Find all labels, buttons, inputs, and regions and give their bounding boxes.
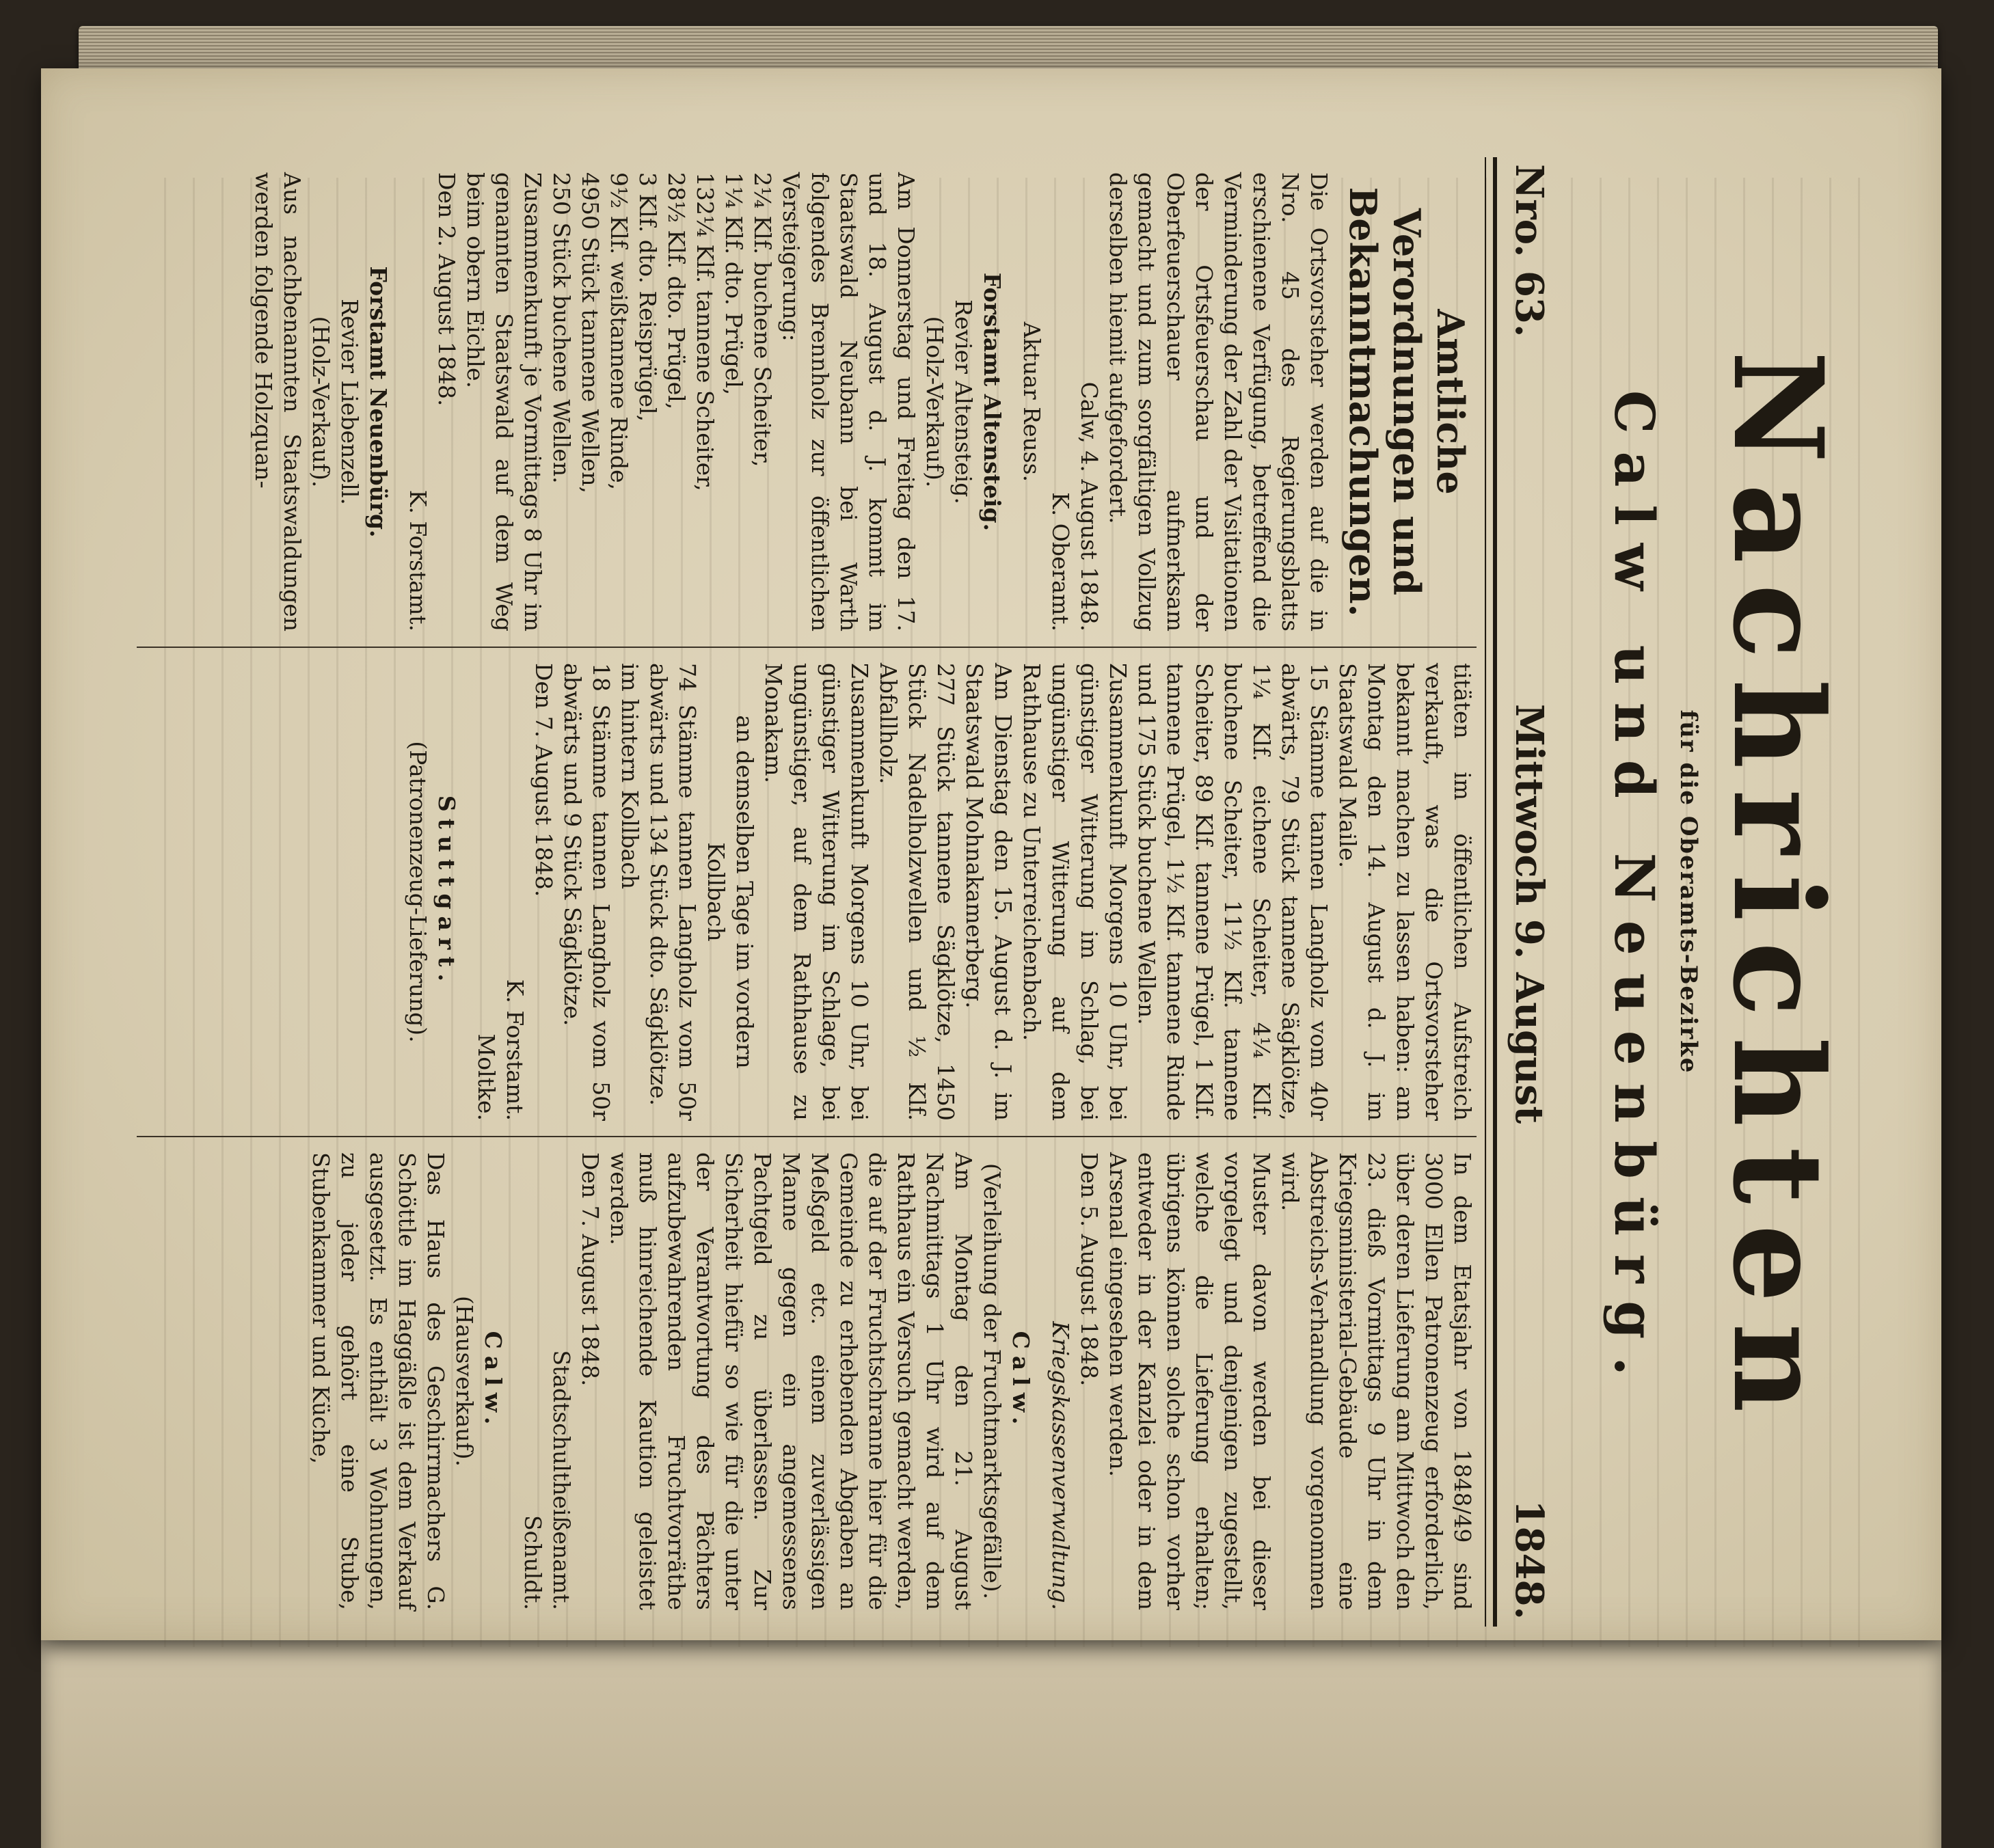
sign-name: Schuldt. [520,1514,546,1610]
paragraph: im hintern Kollbach [617,663,643,889]
sign-place: Calw, 4. August 1848. [1076,381,1103,631]
list-item: 1¼ Klf. dto. Prügel, [720,172,747,396]
list-item: 28½ Klf. dto. Prügel, [663,172,690,410]
list-item: 3 Klf. dto. Reisprügel, [634,172,661,422]
paragraph: Aus nachbenannten Staatswaldungen werden folgende Holzquan- [250,172,306,631]
paragraph: 15 Stämme tannen Langholz vom 40r abwärts, 79 Stück tannene Sägklötze, 1¼ Klf. eichene Scheiter, 4¼ Klf. buchene Scheiter, 11½ Klf. tannene Scheiter, 89 Klf. tannene Prügel, 1 Klf. tannene Prügel, 1½ Klf. tannene Rinde und 175 Stück buchene Wellen. [1133,663,1332,1121]
masthead-rule [1485,157,1497,1627]
masthead [1524,157,1850,1627]
issue-day: Mittwoch 9. August [1507,704,1552,1124]
sign-office: K. Oberamt. [1047,492,1074,631]
paragraph: Zusammenkunft je Vormittags 8 Uhr im genannten Staatswald auf dem Weg beim obern Eichle. [462,172,546,631]
paragraph: 18 Stämme tannen Langholz vom 50r abwärts und 9 Stück Sägklötze. [559,663,615,1121]
paragraph: an demselben Tage im vordern Kollbach [703,715,758,1069]
notice-kind: (Holz-Verkauf). [921,316,948,488]
notice-revier: Revier Altensteig. [950,299,977,504]
paragraph: Am Dienstag den 15. August d. J. im Staatswald Mohnakamerberg. [961,663,1016,1121]
paragraph: 277 Stück tannene Sägklötze, 1450 Stück Nadelholzwellen und ½ Klf. Abfallholz. [875,663,959,1121]
paragraph: Am Montag den 21. August Nachmittags 1 Uhr wird auf dem Rathhaus ein Versuch gemacht werden, die auf der Fruchtschranne hier für die Gemeinde zu erhebenden Abgaben an Meßgeld etc. einem zuverlässigen Manne gegen ein angemessenes Pachtgeld zu überlassen. Zur Sicherheit hiefür so wie für die unter der Verantwortung des Pächters aufzubewahrenden Fruchtvorräthe muß hinreichende Kaution geleistet werden. [606,1152,977,1610]
sign-office: Stadtschultheißenamt. [548,1350,575,1610]
notice-kind: (Holz-Verkauf). [308,316,334,488]
rotated-newspaper-content [123,157,1850,1627]
sign-name: Aktuar Reuss. [1019,321,1045,483]
paragraph: In dem Etatsjahr von 1848/49 sind 3000 Ellen Patronenzeug erforderlich, über deren Lieferung am Mittwoch den 23. dieß Vormittags 9 Uhr in dem Kriegsministerial-Gebäude eine Abstreichs-Verhandlung vorgenommen wird. [1277,1152,1476,1610]
newspaper-region: Calw und Neuenbürg. [1602,390,1667,1394]
newspaper-subtitle: für die Oberamts-Bezirke [1675,709,1702,1074]
column-1 [137,157,1477,647]
issue-year: 1848. [1507,1499,1552,1620]
paragraph: Am Donnerstag und Freitag den 17. und 18. August d. J. kommt im Staatswald Neubann bei Warth folgendes Brennholz zur öffentlichen Versteigerung: [778,172,919,631]
dateline [1504,157,1552,1627]
column-2 [137,647,1477,1136]
notice-kind: (Patronenzeug-Lieferung). [405,741,431,1043]
notice-kind: (Hausverkauf). [451,1296,478,1467]
notice-title: Calw. [1008,1331,1034,1432]
book-top-edge [79,26,1938,74]
notice-title: Forstamt Neuenbürg. [365,266,392,538]
columns [137,157,1477,1627]
paragraph: Die Ortsvorsteher werden auf die in Nro. 45 des Regierungsblatts erschienene Verfügung, betreffend die Verminderung der Zahl der Visitationen der Ortsfeuerschau und der Oberfeuerschauer aufmerksam gemacht und zum sorgfältigen Vollzug derselben hiemit aufgefordert. [1105,172,1332,631]
sign-office: K. Forstamt. [502,979,528,1121]
paragraph: Das Haus des Geschirrmachers G. Schöttle im Haggäßle ist dem Verkauf ausgesetzt. Es enthält 3 Wohnungen, zu jeder gehört eine Stube, Stubenkammer und Küche, [308,1152,449,1610]
paragraph: titäten im öffentlichen Aufstreich verkauft, was die Ortsvorsteher bekannt machen zu lassen haben: am Montag den 14. August d. J. im Staatswald Maile. [1334,663,1476,1121]
facing-page-fragment [41,1627,1941,1848]
sign-date: Den 7. August 1848. [577,1152,604,1387]
sign-date: Den 7. August 1848. [530,663,557,897]
notice-title: Calw. [480,1331,507,1432]
sign-office: Kriegskassenverwaltung. [1047,1321,1074,1610]
section-heading: Amtliche Verordnungen und Bekanntmachungen. [1341,187,1472,617]
sign-date: Den 2. August 1848. [433,172,460,407]
list-item: 9½ Klf. weißtannene Rinde, [606,172,632,491]
list-item: 132¼ Klf. tannene Scheiter, [692,172,718,491]
sign-name: Moltke. [473,1033,500,1121]
paragraph: 74 Stämme tannen Langholz vom 50r abwärts und 134 Stück dto. Sägklötze. [645,663,701,1121]
list-item: 4950 Stück tannene Wellen, [577,172,604,493]
list-item: 2¼ Klf. buchene Scheiter, [749,172,776,467]
paragraph: Muster davon werden bei dieser vorgelegt und denjenigen zugestellt, welche die Lieferung erhalten; übrigens können solche schon vorher entweder in der Kanzlei oder in dem Arsenal eingesehen werden. [1105,1152,1275,1610]
newspaper-title: Nachrichten [1706,351,1850,1433]
sign-date: Den 5. August 1848. [1076,1152,1103,1387]
notice-kind: (Verleihung der Fruchtmarktsgefälle). [979,1163,1006,1600]
notice-title: Stuttgart. [433,795,460,989]
column-3 [137,1136,1477,1625]
issue-number: Nro. 63. [1507,164,1552,338]
paragraph: Zusammenkunft Morgens 10 Uhr, bei günstiger Witterung im Schlage, bei ungünstiger, auf dem Rathhause zu Monakam. [760,663,873,1121]
sign-office: K. Forstamt. [405,489,431,631]
notice-revier: Revier Liebenzell. [336,299,363,505]
notice-title: Forstamt Altensteig. [979,272,1006,532]
list-item: 250 Stück buchene Wellen. [548,172,575,484]
paragraph: Zusammenkunft Morgens 10 Uhr, bei günstiger Witterung im Schlag, bei ungünstiger Witterung auf dem Rathhause zu Unterreichenbach. [1019,663,1131,1121]
